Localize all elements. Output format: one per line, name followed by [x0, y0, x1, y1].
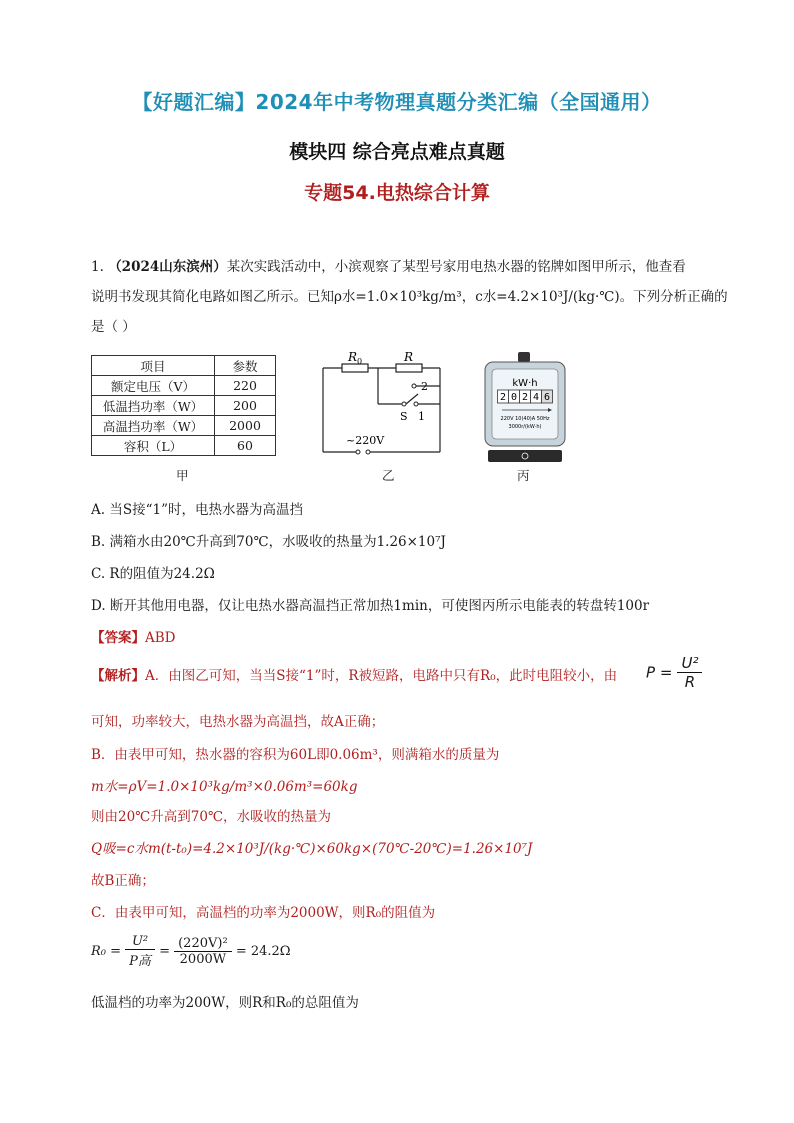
c-formula-equals: = — [159, 944, 170, 959]
answer-value: ABD — [145, 630, 176, 646]
option-d: D. 断开其他用电器，仅让电热水器高温挡正常加热1min，可使图丙所示电能表的转盘转100r — [91, 598, 650, 614]
table-cell: 额定电压（V） — [92, 376, 215, 396]
table-row — [92, 396, 276, 416]
label-source: ~220V — [346, 434, 385, 447]
meter-digit: 0 — [510, 392, 518, 403]
label-r0: $R_0$ — [348, 350, 363, 366]
label-node-2: 2 — [421, 380, 428, 393]
c-formula-denominator1: P高 — [129, 954, 151, 969]
table-header-cell: 项目 — [92, 356, 215, 376]
question-source: （2024山东滨州） — [108, 259, 227, 275]
c-formula-denominator2: 2000W — [179, 952, 227, 967]
analysis-b-line4: Q吸=c水m(t-t₀)=4.2×10³J/(kg·℃)×60kg×(70℃-20℃)=1.26×10⁷J — [91, 841, 533, 857]
analysis-a-line1 — [91, 664, 711, 684]
option-b: B. 满箱水由20℃升高到70℃，水吸收的热量为1.26×10⁷J — [91, 534, 446, 550]
c-formula-fraction1 — [125, 934, 155, 969]
question-number: 1. — [91, 259, 104, 275]
analysis-c-line1: C．由表甲可知，高温档的功率为2000W，则R₀的阻值为 — [91, 905, 436, 921]
c-formula-fraction2 — [174, 936, 232, 967]
figure-caption-bing: 丙 — [517, 468, 530, 483]
resistor-r0 — [342, 364, 368, 372]
formula-numerator: U² — [677, 654, 702, 673]
label-switch: S — [400, 410, 408, 423]
meter-spec-rate: 3000r/(kW·h) — [508, 424, 542, 430]
module-title: 模块四 综合亮点难点真题 — [289, 141, 505, 163]
figure-caption-jia: 甲 — [176, 468, 189, 483]
label-node-1: 1 — [418, 410, 425, 423]
analysis-b-line5: 故B正确； — [91, 873, 155, 889]
meter-base — [488, 450, 562, 462]
meter-digit: 2 — [499, 392, 507, 403]
topic-title: 专题54.电热综合计算 — [304, 182, 490, 204]
table-cell: 200 — [215, 396, 276, 416]
table-cell: 2000 — [215, 416, 276, 436]
meter-digit: 2 — [521, 392, 529, 403]
formula-denominator: R — [684, 673, 696, 691]
analysis-b-line1: B．由表甲可知，热水器的容积为60L即0.06m³，则满箱水的质量为 — [91, 747, 500, 763]
table-header-cell: 参数 — [215, 356, 276, 376]
power-formula — [646, 654, 702, 691]
table-row — [92, 376, 276, 396]
electricity-meter — [482, 352, 568, 464]
table-cell: 容积（L） — [92, 436, 215, 456]
meter-digit: 6 — [543, 392, 551, 403]
meter-spec-voltage: 220V 10(40)A 50Hz — [500, 416, 550, 422]
label-r: R — [404, 350, 414, 364]
figure-caption-yi: 乙 — [382, 468, 395, 483]
c-formula-lhs: R₀ = — [91, 944, 122, 959]
meter-digit: 4 — [532, 392, 540, 403]
table-header-row — [92, 356, 276, 376]
meter-unit: kW·h — [512, 378, 538, 389]
question-stem-line2: 说明书发现其简化电路如图乙所示。已知ρ水=1.0×10³kg/m³，c水=4.2×10³J/(kg·℃)。下列分析正确的 — [91, 289, 728, 305]
analysis-b-line3: 则由20℃升高到70℃，水吸收的热量为 — [91, 809, 332, 825]
table-row — [92, 436, 276, 456]
table-cell: 低温挡功率（W） — [92, 396, 215, 416]
table-row — [92, 416, 276, 436]
formula-lhs: P = — [646, 663, 673, 682]
table-cell: 220 — [215, 376, 276, 396]
question-stem-line1 — [91, 252, 711, 282]
analysis-c-line2: 低温档的功率为200W，则R和R₀的总阻值为 — [91, 995, 359, 1011]
answer-label: 【答案】 — [91, 630, 145, 646]
c-formula-numerator2: (220V)² — [174, 936, 232, 952]
analysis-a-text1: A．由图乙可知，当当S接“1”时，R被短路，电路中只有R₀，此时电阻较小，由 — [145, 668, 618, 684]
document-title: 【好题汇编】2024年中考物理真题分类汇编（全国通用） — [132, 90, 662, 114]
analysis-b-line2: m水=ρV=1.0×10³kg/m³×0.06m³=60kg — [91, 779, 358, 795]
resistor-r — [396, 364, 422, 372]
c-formula-result: = 24.2Ω — [235, 944, 291, 959]
question-stem-text1: 某次实践活动中，小滨观察了某型号家用电热水器的铭牌如图甲所示，他查看 — [226, 259, 686, 275]
analysis-a-line2: 可知，功率较大，电热水器为高温挡，故A正确； — [91, 714, 385, 730]
formula-fraction — [677, 654, 702, 691]
meter-digits — [498, 390, 553, 403]
parameter-table — [91, 355, 276, 456]
meter-hook — [518, 352, 530, 362]
circuit-diagram — [318, 350, 448, 462]
c-formula-numerator1: U² — [125, 934, 155, 950]
answer-line — [91, 626, 176, 646]
table-cell: 60 — [215, 436, 276, 456]
question-stem-line3: 是（ ） — [91, 319, 136, 335]
analysis-label: 【解析】 — [91, 668, 145, 684]
option-c: C. R的阻值为24.2Ω — [91, 566, 215, 582]
resistance-formula — [91, 934, 291, 969]
table-cell: 高温挡功率（W） — [92, 416, 215, 436]
option-a: A. 当S接“1”时，电热水器为高温挡 — [91, 502, 303, 518]
